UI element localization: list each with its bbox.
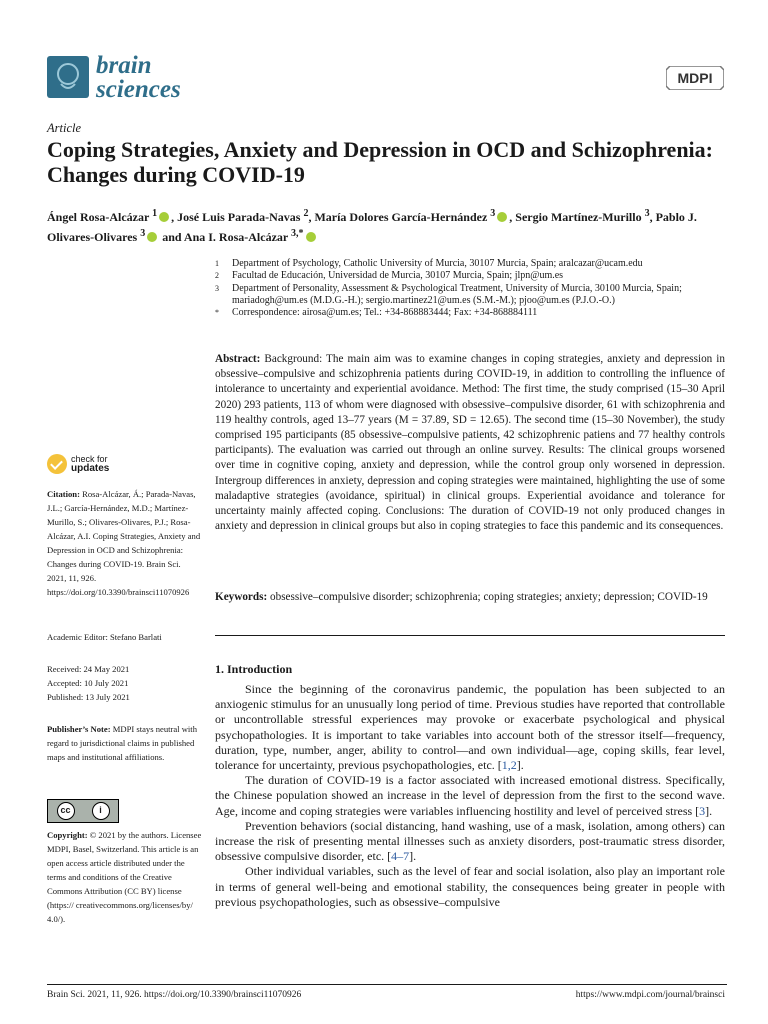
academic-editor: Academic Editor: Stefano Barlati	[47, 632, 162, 642]
journal-name: brain sciences	[96, 52, 181, 103]
author-affiliation: 3,*	[291, 227, 304, 239]
svg-text:MDPI: MDPI	[677, 70, 713, 86]
reference-link[interactable]: 4–7	[391, 849, 410, 864]
author-affiliation: 1	[152, 208, 158, 219]
author-name: Ana I. Rosa-Alcázar	[183, 229, 289, 244]
copyright: Copyright: © 2021 by the authors. Licensee MDPI, Basel, Switzerland. This article is an open access article distributed under the terms and conditions of the Creative Commons Attribution (CC BY) license (https:// creativecommons.org/licenses/by/ 4.0/).	[47, 830, 202, 924]
orcid-icon[interactable]	[497, 212, 507, 222]
mdpi-logo	[666, 66, 724, 95]
page-title: Coping Strategies, Anxiety and Depression in OCD and Schizophrenia: Changes during COVID-19	[47, 137, 713, 187]
author-name: María Dolores García-Hernández	[314, 210, 488, 224]
footer-divider	[47, 984, 727, 985]
paragraph: Other individual variables, such as the level of fear and social isolation, also play an important role in terms of general well-being and emotional stability, the consequences being greater in people with previous psychopathologies, such as obsessive–compulsive	[215, 864, 725, 909]
body-text	[215, 682, 725, 910]
section-title: 1. Introduction	[215, 662, 293, 676]
orcid-icon[interactable]	[159, 212, 169, 222]
cc-license-badge[interactable]	[47, 799, 119, 823]
paragraph: Prevention behaviors (social distancing, hand washing, use of a mask, isolation, among others) can increase the risk of presenting mental illnesses such as anxiety disorders, post-traumatic stress disorder, obsessive compulsive disorder, etc. [4–7].	[215, 818, 725, 864]
cc-icon: cc	[57, 802, 75, 820]
article-type: Article	[47, 121, 82, 135]
footer-citation: Brain Sci. 2021, 11, 926. https://doi.org/10.3390/brainsci11070926	[47, 990, 302, 1000]
paragraph: Since the beginning of the coronavirus pandemic, the population has been subjected to an anxiogenic stimulus for an unusually long period of time. Previous studies have reported that controllable or uncontrollable stressful experiences may provoke or exacerbate psychological and physical psychopathologies. It is important to take variables into account both of the stressor itself—frequency, duration, type, number, anger, ability to control—and own individual—age, coping skills, fear level, tolerance for uncertainty, previous psychopathologies, etc. [1,2].	[215, 682, 725, 773]
keywords: Keywords: obsessive–compulsive disorder; schizophrenia; coping strategies; anxiety; depression; COVID-19	[215, 591, 708, 603]
affiliation-item: 1 Department of Psychology, Catholic University of Murcia, 30107 Murcia, Spain; aralcazar@ucam.edu	[215, 258, 643, 269]
footer-link[interactable]: https://www.mdpi.com/journal/brainsci	[575, 990, 725, 1000]
abstract: Abstract: Background: The main aim was to examine changes in coping strategies, anxiety and depression in obsessive–compulsive and schizophrenia patients during COVID-19, in addition to controlling the influence of intolerance to uncertainty and experiential avoidance. Method: The first time, the study comprised (15–30 April 2020) 293 patients, 113 of whom were diagnosed with obsessive–compulsive disorder, 61 with schizophrenia and 119 healthy controls, aged 13–77 years (M = 37.89, SD = 12.65). The second time (15–30 November), the study comprised 195 participants (85 obsessive–compulsive patients, 42 schizophrenic patiens and 77 healthy controls participants). The evaluation was carried out through an online survey. Results: The clinical groups worsened over time in cognitive coping, anxiety and depression, while the control group only worsened in depression. Intergroup differences in anxiety, depression and coping strategies were maintained, highlighting the use of some maladaptive strategies (avoidance, spiritual) in clinical groups. Experiential avoidance and tolerance for uncertainty mainly affected coping. Conclusions: The duration of COVID-19 not only produced changes in anxiety and depression in clinical groups but also in coping strategies to face this pandemic and its consequences.	[215, 353, 725, 533]
author-affiliation: 3	[140, 227, 146, 239]
author-name: Pablo J. Olivares-Olivares	[47, 210, 697, 244]
check-icon	[47, 454, 67, 474]
check-updates-button[interactable]: check for updates	[47, 454, 109, 474]
person-icon: i	[92, 802, 110, 820]
author-affiliation: 3	[490, 208, 496, 219]
affiliation-item: 2 Facultad de Educación, Universidad de Murcia, 30107 Murcia, Spain; jlpn@um.es	[215, 270, 564, 282]
author-affiliation: 2	[303, 208, 309, 219]
author-name: Sergio Martínez-Murillo	[515, 210, 642, 224]
reference-link[interactable]: 3	[699, 803, 706, 818]
dates: Received: 24 May 2021 Accepted: 10 July 2021 Published: 13 July 2021	[47, 664, 130, 702]
affiliation-item: 3 Department of Personality, Assessment & Psychological Treatment, University of Murcia, 30100 Murcia, Spain; mariadogh@um.es (M.D.G.-H.); sergio.martinez21@um.es (S.M.-M.); pjoo@um.es (P.J.O.-O.)	[215, 282, 682, 306]
author-name: José Luis Parada-Navas	[177, 210, 301, 224]
paragraph: The duration of COVID-19 is a factor associated with increased emotional distress. Specifically, the Chinese population showed an increase in the level of depression from the first to the second wave. Age, income and coping strategies were variables influencing hostility and level of perceived stress [3].	[215, 773, 725, 818]
journal-logo-icon	[47, 56, 89, 98]
author-list: Ángel Rosa-Alcázar $^1$ , José Luis Parada-Navas $^2$, María Dolores García-Hernández $^3$ , Sergio Martínez-Murillo $^3$, Pablo J. Olivares-Olivares $^3$ and Ana I. Rosa-Alcázar $^{3,*}$	[47, 208, 697, 244]
citation: Citation: Rosa-Alcázar, Á.; Parada-Navas, J.L.; García-Hernández, M.D.; Martínez-Murillo, S.; Olivares-Olivares, P.J.; Rosa-Alcázar, A.I. Coping Strategies, Anxiety and Depression in OCD and Schizophrenia: Changes during COVID-19. Brain Sci. 2021, 11, 926. https://doi.org/10.3390/brainsci11070926	[47, 489, 201, 597]
reference-link[interactable]: 1,2	[501, 758, 517, 773]
divider	[215, 635, 725, 636]
affiliation-item: * Correspondence: airosa@um.es; Tel.: +34-868883444; Fax: +34-868884111	[215, 307, 538, 319]
orcid-icon[interactable]	[147, 232, 157, 242]
author-affiliation: 3	[644, 208, 650, 219]
publisher-note: Publisher’s Note: MDPI stays neutral with regard to jurisdictional claims in published maps and institutional affiliations.	[47, 724, 197, 762]
orcid-icon[interactable]	[306, 232, 316, 242]
author-name: Ángel Rosa-Alcázar	[47, 210, 150, 224]
affiliations	[215, 258, 725, 319]
